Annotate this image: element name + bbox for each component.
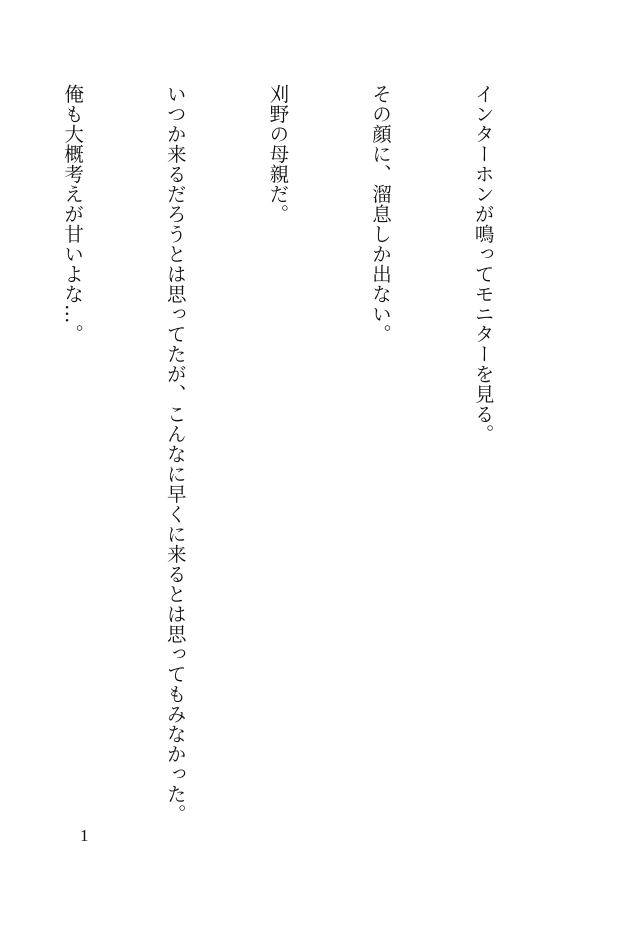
text-line: いつか来るだろうとは思ってたが、こんなに早くに来るとは思ってもみなかった。 [163, 84, 187, 824]
text-line: 俺も大概考えが甘いよな…。 [61, 84, 85, 344]
page-number: 1 [80, 826, 89, 845]
text-line: インターホンが鳴ってモニターを見る。 [471, 84, 495, 444]
vertical-text-body [0, 84, 568, 824]
text-line: 刈野の母親だ。 [266, 84, 290, 224]
text-line: その顔に、溜息しか出ない。 [368, 84, 392, 344]
